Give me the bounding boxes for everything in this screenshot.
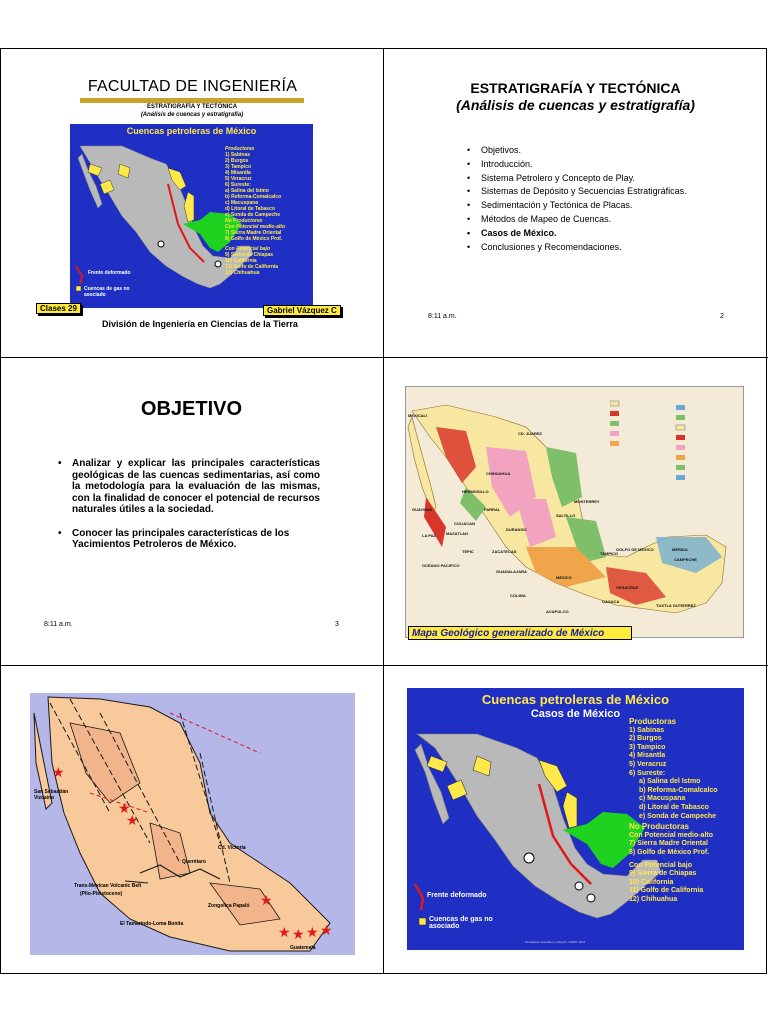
slide1-division: División de Ingeniería en Ciencias de la Tierra: [102, 319, 298, 329]
svg-text:★: ★: [126, 813, 139, 829]
map-place-label: MAZATLAN: [446, 531, 468, 536]
outline-item: • Casos de México.: [467, 227, 687, 241]
grid-divider-row2: [0, 665, 768, 666]
svg-text:★: ★: [52, 765, 65, 781]
slide1-gold-bar: [80, 98, 304, 103]
map-place-label: CHIHUAHUA: [486, 471, 511, 476]
svg-text:★: ★: [306, 925, 319, 941]
objective-item: • Conocer las principales características de los Yacimientos Petroleros de México.: [58, 528, 320, 551]
basin-map-title-large: Cuencas petroleras de México: [481, 692, 670, 707]
map-place-label: TAMPICO: [600, 551, 619, 556]
svg-text:★: ★: [292, 927, 305, 943]
map-place-label: CAMPECHE: [674, 557, 697, 562]
objective-item: • Analizar y explicar las principales características geológicas de las cuencas sedimentarias, así como la metodología para la evaluación de las mismas, con la finalidad de conocer el potencial de recursos naturales útiles a la sociedad.: [58, 458, 320, 516]
slide3-page-number: 3: [335, 621, 339, 628]
outline-item: • Sedimentación y Tectónica de Placas.: [467, 199, 687, 213]
geological-map-caption: Mapa Geológico generalizado de México: [408, 626, 632, 640]
slide3-time: 8:11 a.m.: [44, 621, 73, 628]
map-place-label: GUAYMAS: [412, 507, 433, 512]
grid-divider-row1: [0, 357, 768, 358]
tectonic-label: (Plio-Pleistoceno): [80, 891, 123, 897]
map-place-label: ZACATECAS: [492, 549, 517, 554]
outline-item: • Objetivos.: [467, 144, 687, 158]
map-place-label: CD. JUAREZ: [518, 431, 543, 436]
tectonic-map-drawing: [30, 693, 355, 955]
slide1-subtitle2: (Análisis de cuencas y estratigrafía): [140, 112, 244, 118]
gas-legend: Cuencas de gas no asociado: [429, 916, 493, 930]
map-place-label: PARRAL: [484, 507, 501, 512]
tectonic-label: Trans-Mexican Volcanic Belt: [74, 883, 142, 889]
basin-map-title: Cuencas petroleras de México: [126, 126, 257, 136]
map-place-label: OAXACA: [602, 599, 620, 604]
slide2-outline-list: [467, 144, 687, 254]
frente-legend: Frente deformado: [427, 892, 487, 899]
slide6-basin-map: [407, 688, 744, 950]
svg-text:★: ★: [278, 925, 291, 941]
slide2-title: ESTRATIGRAFÍA Y TECTÓNICA: [470, 80, 681, 96]
map-place-label: VERACRUZ: [616, 585, 639, 590]
map-place-label: TEPIC: [462, 549, 474, 554]
slide3-title: OBJETIVO: [140, 398, 243, 420]
outline-item: • Sistema Petrolero y Concepto de Play.: [467, 172, 687, 186]
tectonic-label: San Sebastián Vizcaíno: [34, 789, 69, 801]
tectonic-label: Zongolica Papaló: [208, 903, 250, 909]
map-place-label: GOLFO DE MEXICO: [616, 547, 654, 552]
basin-legend-large: Productoras 1) Sabinas 2) Burgos 3) Tampico 4) Misantla 5) Veracruz 6) Sureste: a) Salina del Istmo b) Reforma-Comalcalco c) Macuspana d) Litoral de Tabasco e) Sonda de Campeche No Productoras Con Potencial medio-alto 7) Sierra Madre Oriental 8) Golfo de México Prof. Con Potencial bajo 9) Sierra de Chiapas 10) California 11) Golfo de California 12) Chihuahua: [629, 717, 718, 903]
outline-item: • Métodos de Mapeo de Cuencas.: [467, 213, 687, 227]
outline-item: • Introducción.: [467, 158, 687, 172]
outline-item: • Sistemas de Depósito y Secuencias Estratigráficas.: [467, 185, 687, 199]
map-place-label: MONTERREY: [574, 499, 600, 504]
map-place-label: DURANGO: [506, 527, 527, 532]
basin-legend-small: Productoras 1) Sabinas 2) Burgos 3) Tampico 4) Misantla 5) Veracruz 6) Sureste: a) Salina del Istmo b) Reforma-Comalcalco c) Macuspana d) Litoral de Tabasco e) Sonda de Campeche No Productoras Con Potencial medio-alto 7) Sierra Madre Oriental 8) Golfo de México Prof. Con Potencial bajo 9) Sierra de Chiapas 10) California 11) Golfo de California 12) Chihuahua: [225, 146, 286, 276]
tectonic-map: [30, 693, 355, 955]
map-place-label: GUADALAJARA: [496, 569, 527, 574]
tectonic-label: Cd. Victoria: [218, 845, 246, 851]
tectonic-label: Querétaro: [182, 859, 206, 865]
frente-legend-small: Frente deformado: [88, 270, 131, 276]
map-place-label: TUXTLA GUTIERREZ: [656, 603, 696, 608]
outline-item: • Conclusiones y Recomendaciones.: [467, 241, 687, 255]
svg-text:★: ★: [260, 893, 273, 909]
map-place-label: CULIACAN: [454, 521, 475, 526]
class-label: Clases 29: [36, 303, 81, 314]
slide3-objective-list: [58, 458, 320, 551]
author-label: Gabriel Vázquez C: [263, 305, 341, 316]
svg-text:★: ★: [118, 801, 131, 817]
map-place-label: MEXICALI: [408, 413, 428, 418]
slide2-subtitle: (Análisis de cuencas y estratigrafía): [456, 97, 695, 113]
slide2-time: 8:11 a.m.: [428, 313, 457, 320]
map-place-label: COLIMA: [510, 593, 526, 598]
tectonic-label: Guatemala: [290, 945, 316, 951]
map-place-label: MERIDA: [672, 547, 688, 552]
basin-map-credit: Tomada de González y Holguín, AMGP, 2001: [525, 940, 586, 944]
map-place-label: ACAPULCO: [546, 609, 569, 614]
tectonic-label: El Tamarindo-Loma Bonita: [120, 921, 184, 927]
gas-legend-small: Cuencas de gas no asociado: [84, 286, 130, 298]
slide1-subtitle: ESTRATIGRAFÍA Y TECTÓNICA: [146, 104, 238, 110]
basin-map-subtitle: Casos de México: [530, 708, 621, 720]
slide1-basin-map: [70, 124, 313, 308]
geological-map-legend: [610, 393, 736, 489]
slide1-title: FACULTAD DE INGENIERÍA: [87, 78, 298, 95]
geological-map: [405, 386, 744, 638]
map-place-label: LA PAZ: [422, 533, 436, 538]
map-place-label: HERMOSILLO: [462, 489, 489, 494]
map-place-label: SALTILLO: [556, 513, 576, 518]
slide2-page-number: 2: [720, 313, 724, 320]
map-place-label: OCEANO PACIFICO: [422, 563, 460, 568]
grid-divider-vertical: [383, 48, 384, 974]
svg-text:★: ★: [320, 923, 333, 939]
map-place-label: MEXICO: [556, 575, 572, 580]
